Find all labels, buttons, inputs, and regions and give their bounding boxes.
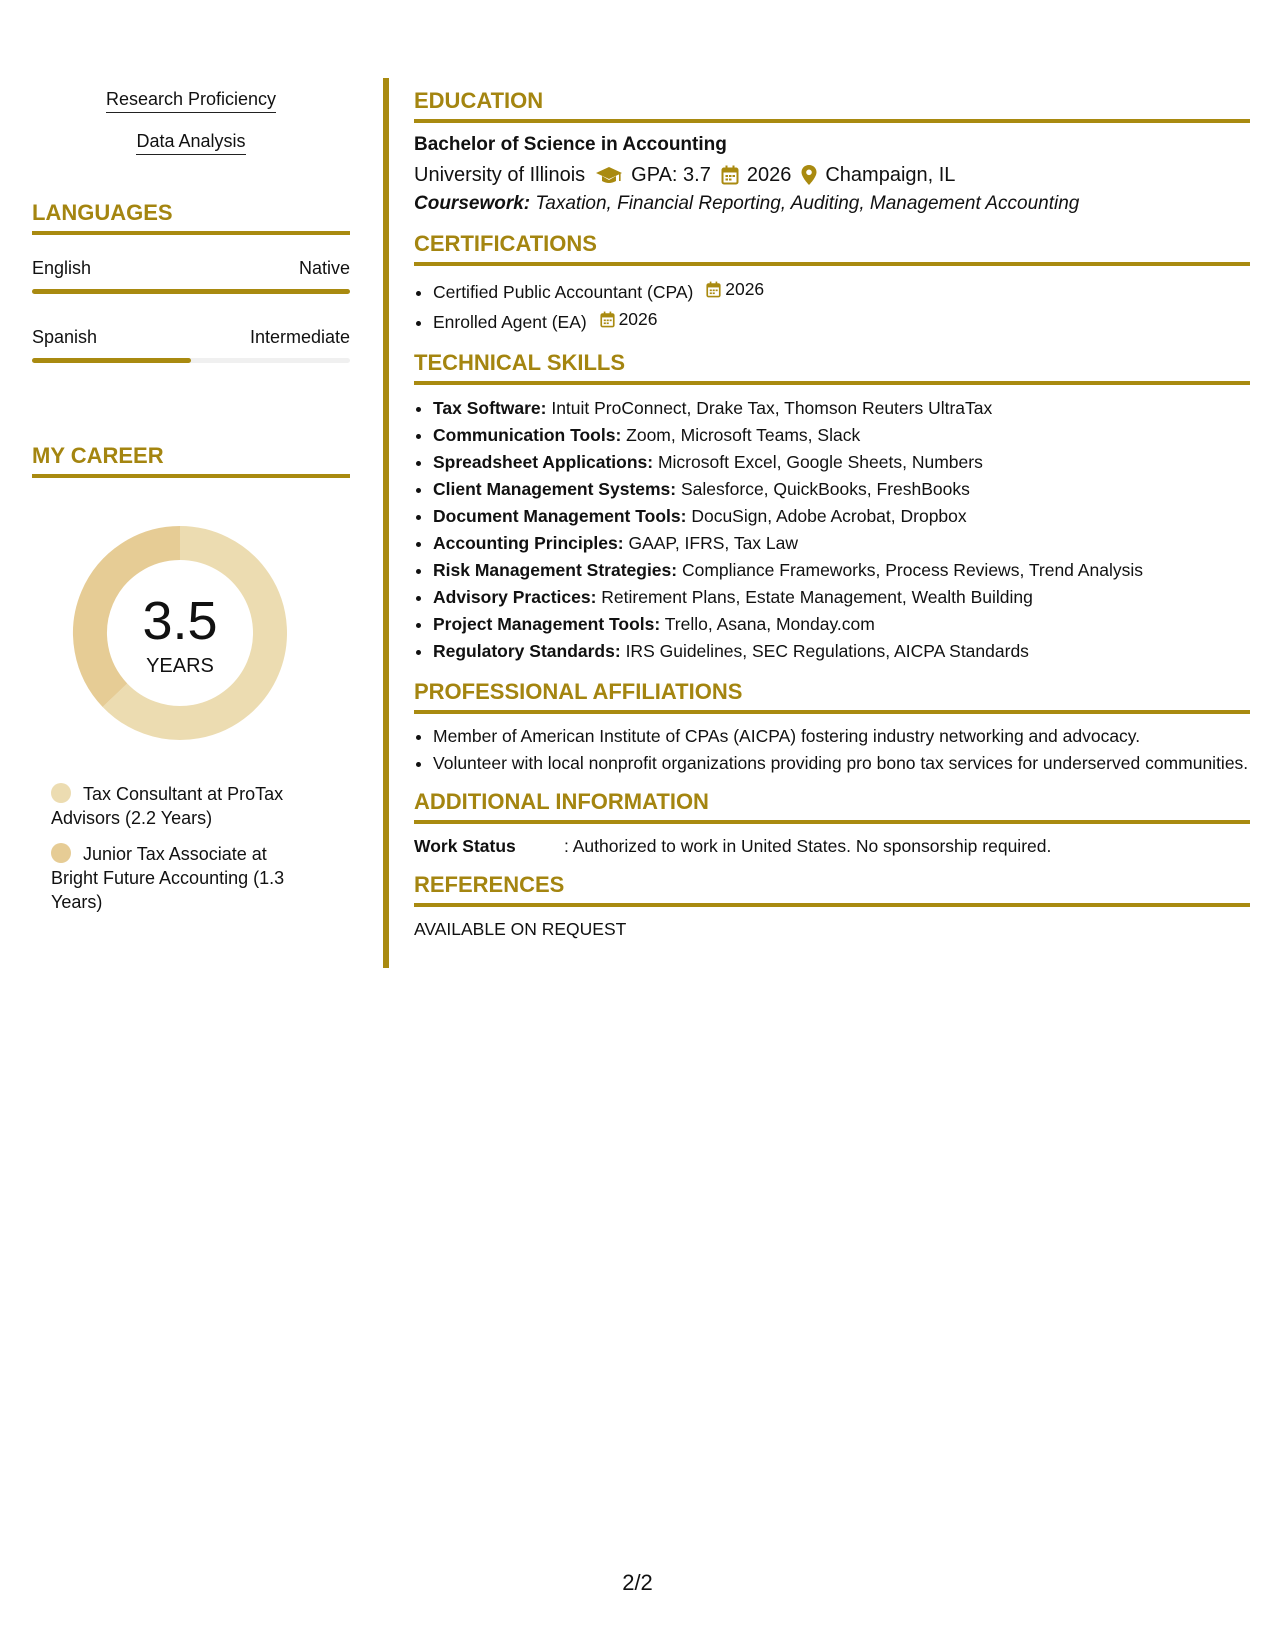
map-pin-icon [801, 165, 817, 185]
work-status-label: Work Status [414, 836, 516, 856]
degree: Bachelor of Science in Accounting [414, 134, 727, 155]
skill-values: Microsoft Excel, Google Sheets, Numbers [657, 452, 983, 472]
skill-category: Communication Tools: [433, 425, 622, 445]
career-legend-label: Junior Tax Associate at Bright Future Accounting (1.3 Years) [51, 844, 285, 912]
education-section [414, 88, 1250, 217]
skill-label: Research Proficiency [106, 88, 276, 113]
work-status-value: : Authorized to work in United States. No sponsorship required. [564, 836, 1052, 856]
skill-values: IRS Guidelines, SEC Regulations, AICPA Standards [625, 641, 1029, 661]
graduation-year: 2026 [746, 164, 792, 186]
skill-category: Project Management Tools: [433, 614, 661, 634]
skill-values: Salesforce, QuickBooks, FreshBooks [681, 479, 970, 499]
skill-values: Retirement Plans, Estate Management, Wealth Building [601, 587, 1033, 607]
affiliation-item: • Member of American Institute of CPAs (AICPA) fostering industry networking and advocacy. [433, 724, 1250, 748]
language-row [32, 326, 350, 348]
career-legend-item [51, 842, 350, 914]
certification-year: 2026 [618, 309, 658, 329]
additional-info-section [414, 789, 1250, 858]
certifications-section [414, 231, 1250, 336]
skill-values: Zoom, Microsoft Teams, Slack [626, 425, 861, 445]
language-level: Native [298, 258, 350, 278]
affiliations-list [414, 724, 1250, 775]
coursework-text: Taxation, Financial Reporting, Auditing, Management Accounting [535, 193, 1080, 214]
right-column [414, 88, 1250, 955]
skill-item [32, 130, 350, 155]
skill-category: Accounting Principles: [433, 533, 624, 553]
calendar-icon [706, 281, 721, 298]
language-bar [32, 358, 350, 363]
certification-item [433, 276, 1250, 306]
career-legend-item [51, 782, 350, 830]
coursework-label: Coursework: [414, 193, 531, 214]
references-title: REFERENCES [414, 872, 1250, 907]
language-name: English [32, 258, 92, 278]
skill-category: Spreadsheet Applications: [433, 452, 654, 472]
skill-item [433, 476, 1250, 503]
language-name: Spanish [32, 327, 98, 347]
graduation-cap-icon [595, 165, 623, 185]
affiliation-item: • Volunteer with local nonprofit organizations providing pro bono tax services for underserved communities. [433, 751, 1250, 775]
skill-values: GAAP, IFRS, Tax Law [628, 533, 799, 553]
language-bar [32, 289, 350, 294]
certification-year-group [706, 276, 764, 303]
affiliations-section [414, 679, 1250, 775]
skill-values: DocuSign, Adobe Acrobat, Dropbox [691, 506, 967, 526]
technical-skills-list [414, 395, 1250, 665]
skill-category: Tax Software: [433, 398, 547, 418]
technical-skills-title: TECHNICAL SKILLS [414, 350, 1250, 385]
affiliations-title: PROFESSIONAL AFFILIATIONS [414, 679, 1250, 714]
language-bar-fill [32, 289, 350, 294]
skill-item [433, 530, 1250, 557]
calendar-icon [600, 311, 615, 328]
coursework [414, 191, 1250, 217]
skill-category: Client Management Systems: [433, 479, 677, 499]
references-text: AVAILABLE ON REQUEST [414, 919, 627, 939]
skill-item [433, 557, 1250, 584]
skill-item [32, 88, 350, 113]
skill-category: Document Management Tools: [433, 506, 687, 526]
skill-item [433, 638, 1250, 665]
calendar-icon [721, 165, 739, 185]
skill-values: Compliance Frameworks, Process Reviews, Trend Analysis [681, 560, 1143, 580]
language-bar-fill [32, 358, 191, 363]
certification-year: 2026 [725, 279, 765, 299]
legend-dot [51, 843, 71, 863]
technical-skills-section [414, 350, 1250, 665]
skill-item [433, 395, 1250, 422]
legend-dot [51, 783, 71, 803]
career-legend-label: Tax Consultant at ProTax Advisors (2.2 Years) [51, 784, 284, 828]
language-row [32, 257, 350, 279]
location: Champaign, IL [825, 164, 956, 186]
work-status-row [414, 834, 1250, 858]
certification-name: Enrolled Agent (EA) [433, 312, 587, 332]
language-level: Intermediate [249, 327, 350, 347]
skill-item [433, 422, 1250, 449]
career-total: 3.5 [142, 591, 218, 651]
column-divider [383, 78, 389, 968]
certification-name: Certified Public Accountant (CPA) [433, 282, 694, 302]
skill-item [433, 503, 1250, 530]
left-column [32, 78, 350, 926]
gpa: GPA: 3.7 [631, 164, 711, 186]
career-donut-chart [67, 520, 293, 746]
languages-title: LANGUAGES [32, 200, 350, 235]
skill-item [433, 611, 1250, 638]
skill-label: Data Analysis [136, 130, 245, 155]
page-number: 2/2 [622, 1570, 653, 1595]
references-section [414, 872, 1250, 941]
career-unit: YEARS [146, 655, 214, 677]
skill-values: Trello, Asana, Monday.com [664, 614, 875, 634]
additional-info-title: ADDITIONAL INFORMATION [414, 789, 1250, 824]
education-title: EDUCATION [414, 88, 1250, 123]
certifications-title: CERTIFICATIONS [414, 231, 1250, 266]
education-details [414, 161, 1250, 189]
skill-values: Intuit ProConnect, Drake Tax, Thomson Reuters UltraTax [551, 398, 993, 418]
career-title: MY CAREER [32, 443, 350, 478]
skill-category: Regulatory Standards: [433, 641, 621, 661]
skill-item [433, 449, 1250, 476]
career-legend [32, 782, 350, 914]
certifications-list [414, 276, 1250, 336]
skill-category: Advisory Practices: [433, 587, 597, 607]
certification-item [433, 306, 1250, 336]
skill-item [433, 584, 1250, 611]
donut-center [67, 592, 293, 678]
certification-year-group [600, 306, 658, 333]
school-name: University of Illinois [414, 164, 586, 186]
skill-category: Risk Management Strategies: [433, 560, 678, 580]
